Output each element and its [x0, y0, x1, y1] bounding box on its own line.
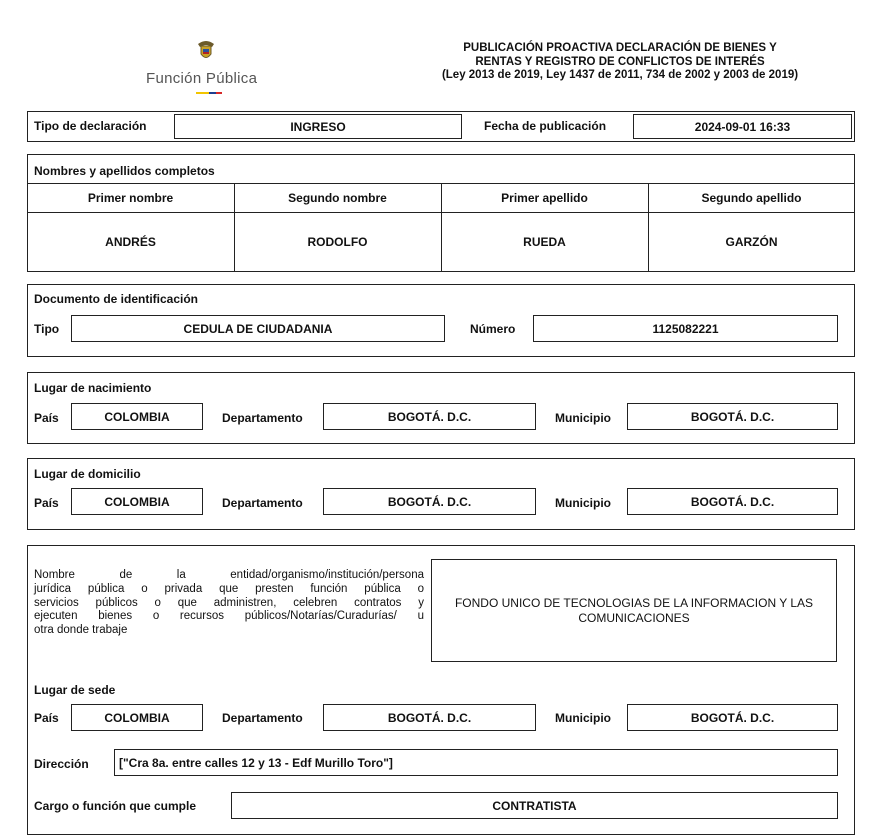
nacimiento-pais-field: COLOMBIA: [71, 403, 203, 430]
header-segundo-nombre: Segundo nombre: [288, 191, 387, 205]
header-primer-apellido: Primer apellido: [501, 191, 588, 205]
domicilio-municipio-field: BOGOTÁ. D.C.: [627, 488, 838, 515]
nacimiento-depto-label: Departamento: [222, 411, 303, 425]
entidad-description-line-3: servicios públicos o que administren, celebren contratos y: [34, 596, 424, 609]
header-segundo-apellido: Segundo apellido: [701, 191, 802, 205]
entidad-value-line-2: COMUNICACIONES: [578, 610, 690, 625]
nacimiento-depto-field: BOGOTÁ. D.C.: [323, 403, 536, 430]
entidad-value-line-1: FONDO UNICO DE TECNOLOGIAS DE LA INFORMACION Y LAS: [454, 595, 814, 610]
nacimiento-municipio-label: Municipio: [555, 411, 611, 425]
documento-numero-label: Número: [470, 322, 516, 336]
entidad-description-line-2: jurídica pública o privada que presten función pública o: [34, 582, 424, 595]
cargo-label: Cargo o función que cumple: [34, 799, 197, 813]
documento-tipo-label: Tipo: [34, 322, 60, 336]
domicilio-section-label: Lugar de domicilio: [34, 467, 141, 481]
value-primer-nombre: ANDRÉS: [105, 235, 156, 249]
documento-tipo-field: CEDULA DE CIUDADANIA: [71, 315, 445, 342]
brand-name: Función Pública: [146, 70, 258, 87]
sede-municipio-field: BOGOTÁ. D.C.: [627, 704, 838, 731]
direccion-label: Dirección: [34, 757, 89, 771]
domicilio-depto-label: Departamento: [222, 496, 303, 510]
direccion-field: ["Cra 8a. entre calles 12 y 13 - Edf Murillo Toro"]: [114, 749, 838, 776]
documento-numero-field: 1125082221: [533, 315, 838, 342]
entidad-description-line-5: otra donde trabaje: [34, 624, 128, 637]
title-line-3: (Ley 2013 de 2019, Ley 1437 de 2011, 734 de 2002 y 2003 de 2019): [441, 69, 799, 81]
coat-of-arms-icon: [195, 38, 217, 67]
header-primer-nombre: Primer nombre: [87, 191, 174, 205]
value-segundo-apellido: GARZÓN: [725, 235, 778, 249]
domicilio-pais-field: COLOMBIA: [71, 488, 203, 515]
sede-depto-label: Departamento: [222, 711, 303, 725]
entidad-value-field: [431, 559, 837, 662]
sede-pais-label: País: [34, 711, 59, 725]
title-line-1: PUBLICACIÓN PROACTIVA DECLARACIÓN DE BIENES Y: [463, 42, 777, 54]
flag-stripe: [196, 92, 222, 94]
cargo-field: CONTRATISTA: [231, 792, 838, 819]
sede-depto-field: BOGOTÁ. D.C.: [323, 704, 536, 731]
entidad-description-line-4: ejecuten bienes o recursos públicos/Notarías/Curadurías/ u: [34, 610, 424, 623]
page-title: [400, 42, 840, 83]
title-line-2: RENTAS Y REGISTRO DE CONFLICTOS DE INTERÉS: [475, 55, 765, 68]
sede-municipio-label: Municipio: [555, 711, 611, 725]
sede-pais-field: COLOMBIA: [71, 704, 203, 731]
value-primer-apellido: RUEDA: [523, 235, 566, 249]
domicilio-depto-field: BOGOTÁ. D.C.: [323, 488, 536, 515]
nacimiento-section-label: Lugar de nacimiento: [34, 381, 152, 395]
nacimiento-municipio-field: BOGOTÁ. D.C.: [627, 403, 838, 430]
tipo-declaracion-field: INGRESO: [174, 114, 462, 139]
entidad-description: [34, 569, 424, 638]
nacimiento-pais-label: País: [34, 411, 59, 425]
entidad-description-line-1: Nombre de la entidad/organismo/institución/persona: [34, 569, 424, 581]
value-segundo-nombre: RODOLFO: [307, 235, 368, 249]
nombres-section-label: Nombres y apellidos completos: [34, 164, 215, 178]
domicilio-municipio-label: Municipio: [555, 496, 611, 510]
fecha-publicacion-label: Fecha de publicación: [484, 119, 607, 133]
fecha-publicacion-field: 2024-09-01 16:33: [633, 114, 852, 139]
documento-section-label: Documento de identificación: [34, 292, 199, 306]
tipo-declaracion-label: Tipo de declaración: [34, 119, 147, 133]
domicilio-pais-label: País: [34, 496, 59, 510]
sede-section-label: Lugar de sede: [34, 683, 116, 697]
